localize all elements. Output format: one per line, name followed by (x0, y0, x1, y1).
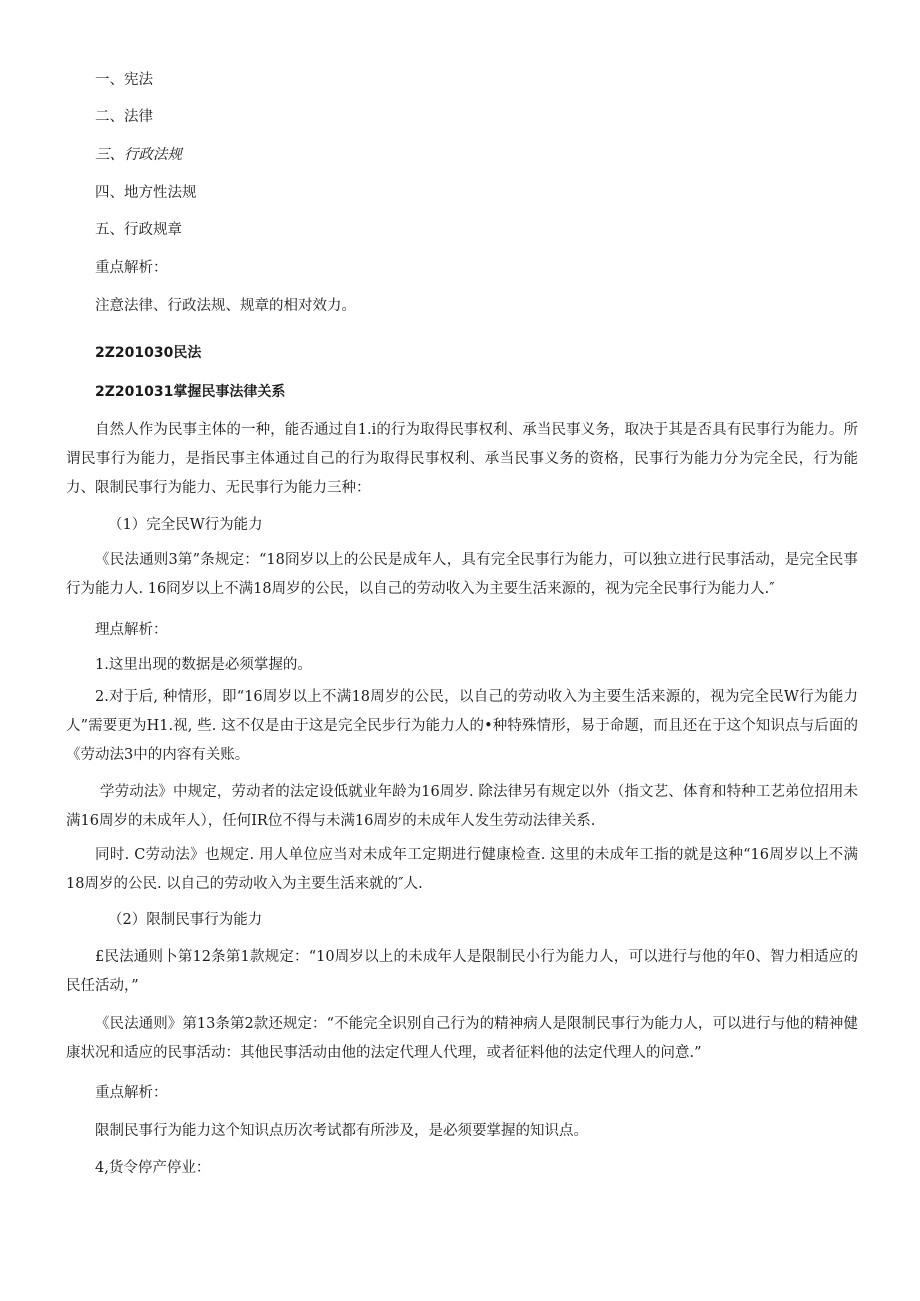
outline-item-administrative-regulations: 三、行政法规 (95, 147, 182, 163)
paragraph-capacity-intro: 自然人作为民事主体的一种，能否通过自1.i的行为取得民事权利、承当民事义务，取决于其是否具有民事行为能力。所谓民事行为能力，是指民事主体通过自己的行为取得民事权利、承当民事义务的资格，民事行为能力分为完全民，行为能力、限制民事行为能力、无民事行为能力三种： (66, 422, 858, 496)
analysis-text: 注意法律、行政法规、规章的相对效力。 (95, 298, 356, 314)
outline-item-constitution: 一、宪法 (95, 72, 153, 88)
heading-limited-capacity: （2）限制民事行为能力 (108, 912, 263, 928)
analysis-label: 重点解析： (95, 260, 168, 276)
outline-item-local-regulations: 四、地方性法规 (95, 185, 197, 201)
analysis-text-3: 限制民事行为能力这个知识点历次考试都有所涉及，是必须要掌握的知识点。 (95, 1123, 588, 1139)
paragraph-labor-law: 学劳动法》中规定，劳动者的法定设低就业年龄为16周岁. 除法律另有规定以外（指文艺、体育和特种工艺弟位招用未满16周岁的未成年人），任何IR位不得与未满16周岁的未成年人发生劳动法律关系. (66, 784, 858, 829)
note-1: 1.这里出现的数据是必须掌握的。 (95, 657, 312, 673)
paragraph-minor-workers: 同时. C劳动法》也规定. 用人单位应当对未成年工定期进行健康检查. 这里的未成年工指的就是这种“16周岁以上不满18周岁的公民. 以自己的劳动收入为主要生活来就的″人. (66, 847, 858, 892)
outline-item-law: 二、法律 (95, 109, 153, 125)
section-subheading: 2Z201031掌握民事法律关系 (95, 384, 286, 400)
analysis-label-2: 理点解析： (95, 622, 168, 638)
list-item-suspension: 4,货令停产停业： (95, 1160, 211, 1176)
paragraph-civil-code-article: 《民法通则3第”条规定：“18冏岁以上的公民是成年人，具有完全民事行为能力，可以独立进行民事活动，是完全民事行为能力人. 16冏岁以上不满18周岁的公民，以自己的劳动收入为主要生活来源的，视为完全民事行为能力人.″ (66, 552, 858, 597)
analysis-label-3: 重点解析： (95, 1085, 168, 1101)
note-2: 2.对于后, 种情形，即“16周岁以上不满18周岁的公民，以自己的劳动收入为主要生活来源的，视为完全民W行为能力人”需要更为H1.视, 些. 这不仅是由于这是完全民步行为能力人的•种特殊情形，易于命题，而且还在于这个知识点与后面的《劳动法3中的内容有关账。 (66, 689, 858, 763)
section-heading: 2Z201030民法 (95, 345, 202, 361)
heading-full-capacity: （1）完全民W行为能力 (108, 517, 263, 533)
outline-item-administrative-rules: 五、行政规章 (95, 222, 182, 238)
paragraph-article-13: 《民法通则》第13条第2款还规定：“不能完全识别自己行为的精神病人是限制民事行为能力人，可以进行与他的精神健康状况和适应的民事活动：其他民事活动由他的法定代理人代理，或者征料他的法定代理人的问意.” (66, 1016, 858, 1061)
paragraph-article-12: £民法通则卜第12条第1款规定：“10周岁以上的未成年人是限制民小行为能力人，可以进行与他的年0、智力相适应的民任活动，” (66, 949, 858, 994)
